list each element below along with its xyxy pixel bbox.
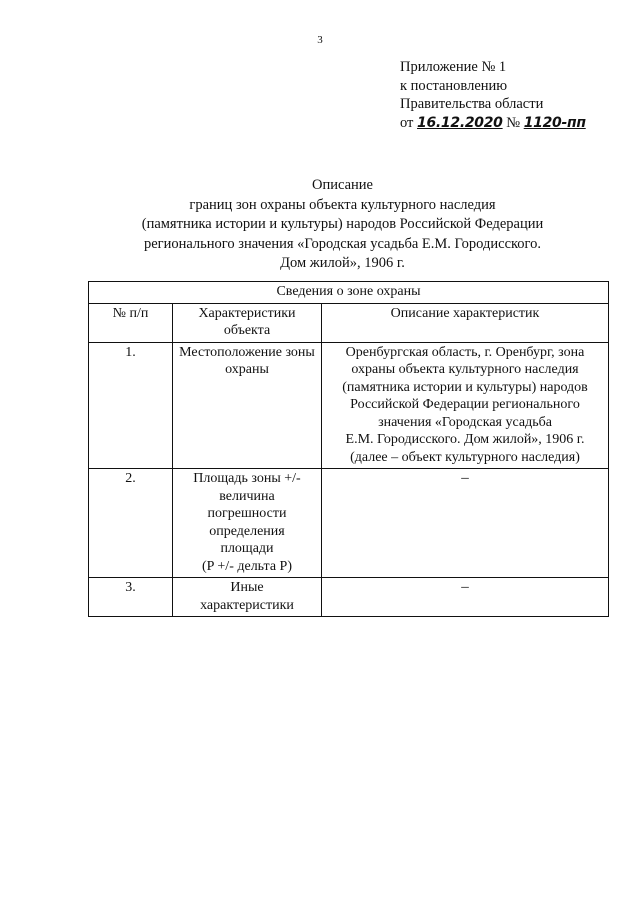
annex-date: 16.12.2020	[417, 114, 503, 131]
annex-header	[400, 58, 586, 132]
row-2-characteristic-line: (P +/- дельта P)	[201, 558, 292, 574]
row-1-characteristic: Местоположение зоны охраны	[173, 342, 322, 469]
table-caption: Сведения о зоне охраны	[89, 282, 609, 304]
row-1-description-line: (далее – объект культурного наследия)	[350, 449, 580, 465]
annex-number: 1120-пп	[523, 114, 586, 131]
row-2-characteristic	[173, 469, 322, 578]
row-1-num: 1.	[89, 342, 173, 469]
title-line-2: границ зон охраны объекта культурного наследия	[189, 196, 496, 213]
row-2-description: –	[322, 469, 609, 578]
row-2-characteristic-line: Площадь зоны +/-	[193, 471, 301, 486]
row-1-description-line: значения «Городская усадьба	[378, 414, 552, 430]
document-title	[60, 176, 625, 274]
row-2-characteristic-line: величина	[219, 488, 275, 504]
page-number: 3	[317, 34, 323, 46]
header-description: Описание характеристик	[322, 303, 609, 342]
row-3-characteristic-line: характеристики	[200, 597, 294, 613]
header-characteristics: Характеристики объекта	[173, 303, 322, 342]
row-1-description-line: Е.М. Городисского. Дом жилой», 1906 г.	[345, 432, 585, 447]
table-row	[89, 342, 609, 469]
title-line-4: регионального значения «Городская усадьба Е.М. Городисского.	[143, 235, 542, 252]
row-3-num: 3.	[89, 578, 173, 617]
row-1-description-line: охраны объекта культурного наследия	[351, 362, 579, 377]
title-line-3: (памятника истории и культуры) народов Российской Федерации	[141, 216, 544, 232]
table-caption-row	[89, 282, 609, 304]
annex-from-prefix: от	[400, 114, 414, 131]
table-row	[89, 469, 609, 578]
annex-line-3: Правительства области	[400, 96, 544, 112]
row-2-characteristic-line: площади	[220, 541, 274, 556]
row-3-description: –	[322, 578, 609, 617]
title-line-1: Описание	[312, 177, 373, 193]
annex-line-2: к постановлению	[400, 77, 508, 94]
annex-number-sign: №	[506, 114, 521, 131]
row-1-description-line: Российской Федерации регионального	[350, 397, 580, 412]
row-2-characteristic-line: определения	[209, 523, 285, 539]
title-line-5: Дом жилой», 1906 г.	[280, 255, 405, 271]
row-3-characteristic	[173, 578, 322, 617]
row-3-characteristic-line: Иные	[230, 580, 264, 595]
annex-date-line	[400, 114, 586, 133]
table-header-row	[89, 303, 609, 342]
table-row	[89, 578, 609, 617]
row-2-characteristic-line: погрешности	[207, 506, 287, 521]
protection-zone-table	[88, 281, 609, 617]
row-1-description-line: Оренбургская область, г. Оренбург, зона	[345, 344, 585, 360]
row-1-description	[322, 342, 609, 469]
row-1-description-line: (памятника истории и культуры) народов	[342, 379, 588, 395]
annex-line-1: Приложение № 1	[400, 59, 507, 75]
header-num: № п/п	[89, 303, 173, 342]
row-2-num: 2.	[89, 469, 173, 578]
